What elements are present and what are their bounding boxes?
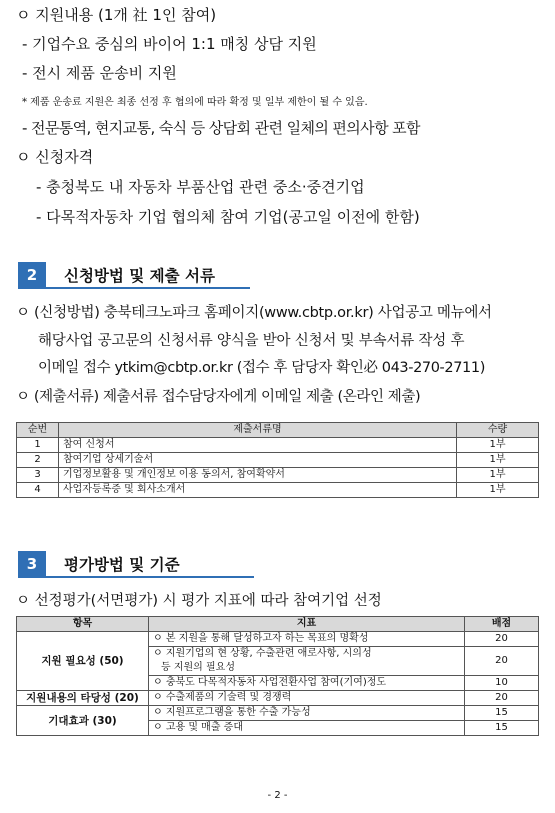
document-name: 참여기업 상세기술서 [59,453,457,468]
evaluation-table [16,616,539,736]
section-underline [18,576,254,578]
indicator: ㅇ 지원프로그램을 통한 수출 가능성 [149,706,465,721]
section-title: 신청방법 및 제출 서류 [64,267,215,285]
section-2-header [18,262,215,288]
quantity: 1부 [457,438,539,453]
score: 15 [465,706,539,721]
shipping-note: * 제품 운송료 지원은 최종 선정 후 협의에 따라 확정 및 일부 제한이 될 수 있음. [22,97,368,108]
support-item: - 전시 제품 운송비 지원 [22,64,177,82]
document-name: 기업정보활용 및 개인정보 이용 동의서, 참여확약서 [59,468,457,483]
support-content-heading: ㅇ 지원내용 (1개 社 1인 참여) [16,6,217,24]
table-header-row [17,617,539,632]
table-row [17,483,539,498]
table-row [17,453,539,468]
evaluation-intro: ㅇ 선정평가(서면평가) 시 평가 지표에 따라 참여기업 선정 [16,593,382,609]
table-header-row [17,423,539,438]
indicator: ㅇ 수출제품의 기술력 및 경쟁력 [149,691,465,706]
table-header: 항목 [17,617,149,632]
quantity: 1부 [457,483,539,498]
table-row [17,691,539,706]
quantity: 1부 [457,453,539,468]
table-row [17,468,539,483]
score: 10 [465,676,539,691]
table-row [17,706,539,721]
eligibility-item: - 다목적자동차 기업 협의체 참여 기업(공고일 이전에 한함) [36,208,420,226]
method-line: 해당사업 공고문의 신청서류 양식을 받아 신청서 및 부속서류 작성 후 [38,333,465,349]
row-number: 4 [17,483,59,498]
document-name: 참여 신청서 [59,438,457,453]
score: 20 [465,632,539,647]
score: 20 [465,647,539,676]
section-title: 평가방법 및 기준 [64,556,180,574]
documents-table [16,422,539,498]
document-name: 사업자등록증 및 회사소개서 [59,483,457,498]
method-line: ㅇ (신청방법) 충북테크노파크 홈페이지(www.cbtp.or.kr) 사업공고 메뉴에서 [16,305,492,321]
quantity: 1부 [457,468,539,483]
row-number: 2 [17,453,59,468]
indicator: ㅇ 충북도 다목적자동차 사업전환사업 참여(기여)정도 [149,676,465,691]
table-header: 지표 [149,617,465,632]
section-3-header [18,551,180,577]
support-item: - 기업수요 중심의 바이어 1:1 매칭 상담 지원 [22,35,317,53]
indicator-line: ㅇ 지원기업의 현 상황, 수출관련 애로사항, 시의성 [153,648,372,659]
eligibility-item: - 충청북도 내 자동차 부품산업 관련 중소·중견기업 [36,178,365,196]
table-header: 배점 [465,617,539,632]
category-cell: 기대효과 (30) [17,706,149,736]
eligibility-heading: ㅇ 신청자격 [16,148,94,166]
category-cell: 지원 필요성 (50) [17,632,149,691]
table-row [17,438,539,453]
indicator [149,647,465,676]
score: 15 [465,721,539,736]
table-header: 수량 [457,423,539,438]
indicator: ㅇ 고용 및 매출 증대 [149,721,465,736]
method-line: 이메일 접수 ytkim@cbtp.or.kr (접수 후 담당자 확인必 043-270-2711) [38,360,485,376]
submit-line: ㅇ (제출서류) 제출서류 접수담당자에게 이메일 제출 (온라인 제출) [16,389,421,405]
table-row [17,632,539,647]
indicator: ㅇ 본 지원을 통해 달성하고자 하는 목표의 명확성 [149,632,465,647]
section-underline [18,287,250,289]
support-item: - 전문통역, 현지교통, 숙식 등 상담회 관련 일체의 편의사항 포함 [22,119,420,137]
score: 20 [465,691,539,706]
section-number: 3 [18,551,46,577]
table-header: 제출서류명 [59,423,457,438]
category-cell: 지원내용의 타당성 (20) [17,691,149,706]
section-number: 2 [18,262,46,288]
table-header: 순번 [17,423,59,438]
indicator-line: 등 지원의 필요성 [161,662,235,673]
row-number: 1 [17,438,59,453]
row-number: 3 [17,468,59,483]
page-number: - 2 - [267,790,288,801]
